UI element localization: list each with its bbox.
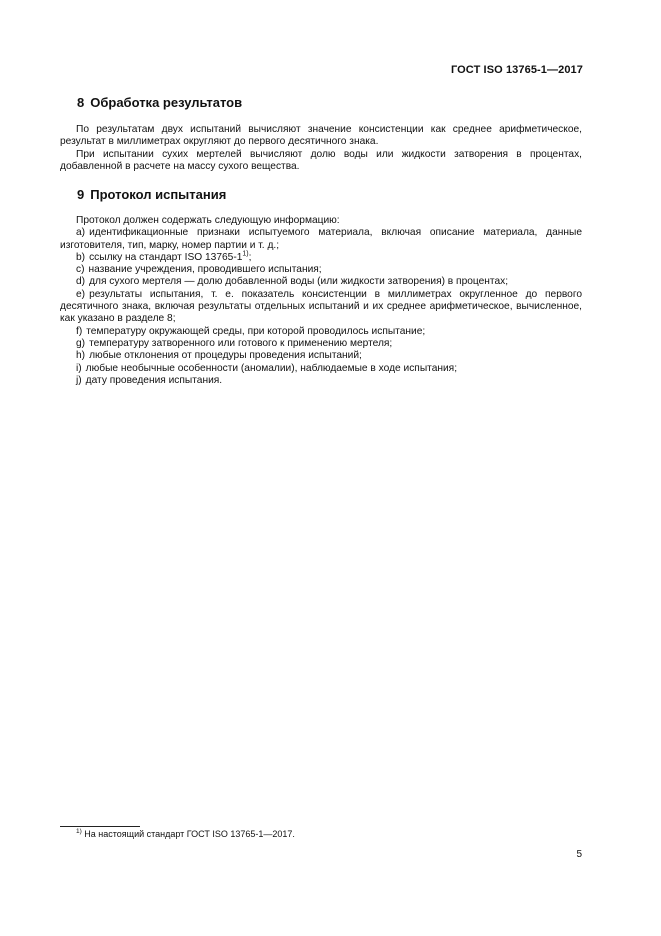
section-9-title: Протокол испытания (90, 187, 227, 202)
list-item-e (60, 289, 582, 326)
list-marker: b) (76, 251, 86, 263)
list-item-d (60, 276, 582, 288)
list-item-c (60, 264, 582, 276)
list-marker: a) (76, 227, 86, 239)
list-item-text: для сухого мертеля — долю добавленной воды (или жидкости затворения) в процентах; (89, 276, 509, 288)
list-item-text: идентификационные признаки испытуемого материала, включая описание материала, данные изготовителя, тип, марку, номер партии и т. д.; (60, 227, 582, 251)
list-marker: f) (76, 325, 83, 337)
list-marker: c) (76, 264, 85, 276)
section-8-paragraph-2: При испытании сухих мертелей вычисляют долю воды или жидкости затворения в процентах, добавленной в расчете на массу сухого вещества. (60, 148, 582, 172)
list-item-g (60, 338, 582, 350)
section-9-body (60, 215, 582, 387)
list-item-f (60, 326, 582, 338)
list-item-b (60, 252, 582, 264)
page-number: 5 (576, 849, 582, 860)
footnote-reference: 1) (242, 250, 249, 258)
footnote (76, 829, 295, 839)
list-item-text: любые необычные особенности (аномалии), наблюдаемые в ходе испытания; (85, 362, 458, 374)
section-9-intro: Протокол должен содержать следующую информацию: (76, 215, 340, 226)
list-item-h (60, 350, 582, 362)
list-marker: j) (76, 374, 82, 386)
list-item-text: температуру затворенного или готового к применению мертеля; (89, 337, 393, 349)
list-item-a (60, 227, 582, 252)
list-item-i (60, 363, 582, 375)
footnote-marker: 1) (76, 828, 82, 835)
list-item-j (60, 375, 582, 387)
list-item-tail: ; (248, 251, 252, 263)
section-8-number: 8 (77, 95, 85, 110)
section-8-body (60, 124, 582, 173)
list-item-text: температуру окружающей среды, при которой проводилось испытание; (86, 325, 426, 337)
list-marker: g) (76, 337, 86, 349)
section-9-number: 9 (77, 187, 85, 202)
list-marker: h) (76, 350, 86, 362)
section-8-heading (77, 95, 242, 110)
list-marker: i) (76, 362, 82, 374)
list-item-text: результаты испытания, т. е. показатель консистенции в миллиметрах округленное до первого десятичного знака, включая результаты отдельных испытаний и их среднее арифметическое, вычисленное, как указано в разделе 8; (60, 288, 582, 325)
footnote-text: На настоящий стандарт ГОСТ ISO 13765-1—2017. (81, 829, 295, 839)
section-8-title: Обработка результатов (90, 95, 243, 110)
section-9-heading (77, 187, 226, 202)
standard-code-header: ГОСТ ISO 13765-1—2017 (450, 64, 583, 76)
footnote-separator (60, 826, 140, 827)
list-item-text: любые отклонения от процедуры проведения испытаний; (89, 350, 362, 362)
list-item-text: название учреждения, проводившего испытания; (88, 264, 322, 276)
section-8-paragraph-1: По результатам двух испытаний вычисляют значение консистенции как среднее арифметическое, результат в миллиметрах округляют до первого десятичного знака. (60, 124, 582, 148)
list-marker: e) (76, 288, 86, 300)
list-item-text: ссылку на стандарт ISO 13765-1 (89, 251, 243, 263)
list-marker: d) (76, 276, 86, 288)
list-item-text: дату проведения испытания. (85, 374, 223, 386)
